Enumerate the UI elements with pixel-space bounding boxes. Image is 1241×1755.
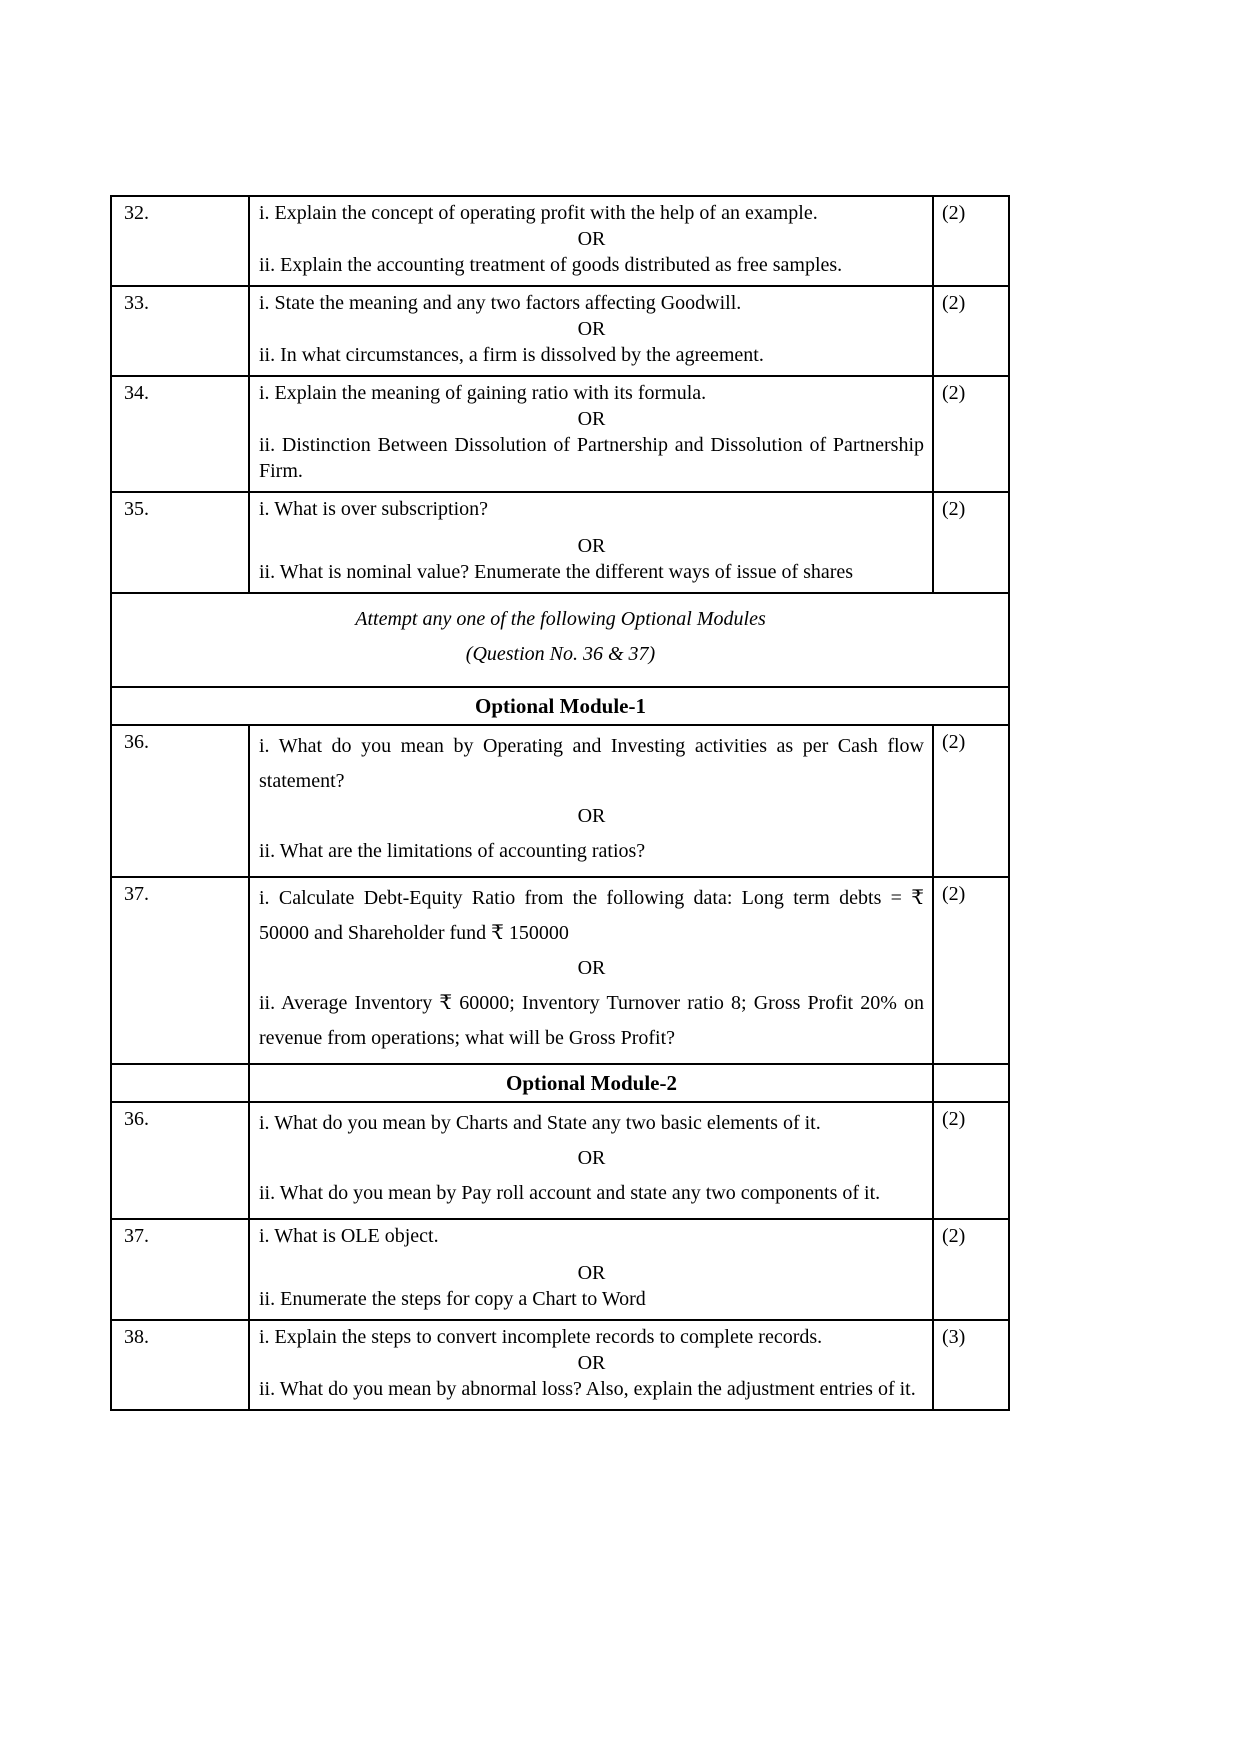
table-row [111, 376, 1009, 492]
or-separator: OR [577, 957, 606, 979]
question-part: ii. What are the limitations of accounting ratios? [259, 840, 646, 862]
or-separator: OR [577, 1147, 606, 1169]
question-number-cell: 35. [111, 492, 249, 593]
or-separator: OR [577, 805, 606, 827]
question-part: ii. Explain the accounting treatment of goods distributed as free samples. [259, 254, 843, 276]
or-separator: OR [577, 228, 606, 250]
exam-questions-table [110, 195, 1010, 1411]
question-part: ii. In what circumstances, a firm is dissolved by the agreement. [259, 344, 764, 366]
question-number-cell: 37. [111, 877, 249, 1064]
or-separator: OR [577, 318, 606, 340]
marks-cell: (2) [933, 725, 1009, 877]
section-header-line: (Question No. 36 & 37) [465, 643, 656, 665]
table-row [111, 1219, 1009, 1320]
table-row [111, 593, 1009, 687]
table-row [111, 286, 1009, 376]
question-number-cell: 36. [111, 725, 249, 877]
table-row [111, 196, 1009, 286]
table-row [111, 1064, 1009, 1102]
question-text-cell [249, 376, 933, 492]
marks-cell: (2) [933, 877, 1009, 1064]
question-text-cell [249, 492, 933, 593]
question-part: i. What do you mean by Charts and State any two basic elements of it. [259, 1112, 821, 1134]
question-number-cell: 32. [111, 196, 249, 286]
marks-cell: (2) [933, 376, 1009, 492]
marks-cell: (2) [933, 286, 1009, 376]
or-separator: OR [577, 408, 606, 430]
question-part: i. What is over subscription? [259, 498, 489, 520]
question-number-cell: 33. [111, 286, 249, 376]
marks-cell: (2) [933, 1102, 1009, 1219]
question-number-cell: 34. [111, 376, 249, 492]
question-part: ii. Distinction Between Dissolution of Partnership and Dissolution of Partnership Firm. [259, 434, 924, 482]
marks-cell: (2) [933, 1219, 1009, 1320]
question-part: i. What is OLE object. [259, 1225, 439, 1247]
exam-table-body [111, 196, 1009, 1410]
or-separator: OR [577, 1352, 606, 1374]
question-part: ii. What do you mean by abnormal loss? Also, explain the adjustment entries of it. [259, 1378, 916, 1400]
question-text-cell [249, 196, 933, 286]
marks-cell: (3) [933, 1320, 1009, 1410]
table-row [111, 687, 1009, 725]
section-header-cell [111, 687, 1009, 725]
question-part: i. State the meaning and any two factors affecting Goodwill. [259, 292, 742, 314]
section-header-cell [111, 593, 1009, 687]
marks-cell: (2) [933, 196, 1009, 286]
or-separator: OR [577, 1262, 606, 1284]
question-part: ii. What is nominal value? Enumerate the different ways of issue of shares [259, 561, 854, 583]
question-number-cell: 36. [111, 1102, 249, 1219]
question-part: i. What do you mean by Operating and Investing activities as per Cash flow statement? [259, 735, 924, 792]
empty-number-cell [111, 1064, 249, 1102]
or-separator: OR [577, 535, 606, 557]
question-text-cell [249, 1102, 933, 1219]
question-number-cell: 38. [111, 1320, 249, 1410]
question-text-cell [249, 1320, 933, 1410]
question-text-cell [249, 725, 933, 877]
table-row [111, 1320, 1009, 1410]
question-part: ii. Enumerate the steps for copy a Chart to Word [259, 1288, 646, 1310]
question-part: i. Calculate Debt-Equity Ratio from the following data: Long term debts = ₹ 50000 and Shareholder fund ₹ 150000 [259, 887, 924, 944]
table-row [111, 1102, 1009, 1219]
marks-cell: (2) [933, 492, 1009, 593]
table-row [111, 877, 1009, 1064]
table-row [111, 492, 1009, 593]
question-part: i. Explain the meaning of gaining ratio with its formula. [259, 382, 707, 404]
question-text-cell [249, 286, 933, 376]
table-row [111, 725, 1009, 877]
question-part: ii. Average Inventory ₹ 60000; Inventory Turnover ratio 8; Gross Profit 20% on revenue from operations; what will be Gross Profit? [259, 992, 924, 1049]
section-header-line: Attempt any one of the following Optional Modules [355, 608, 766, 630]
question-text-cell [249, 877, 933, 1064]
question-part: i. Explain the steps to convert incomplete records to complete records. [259, 1326, 823, 1348]
empty-marks-cell [933, 1064, 1009, 1102]
module-header-cell: Optional Module-2 [249, 1064, 933, 1102]
question-part: ii. What do you mean by Pay roll account and state any two components of it. [259, 1182, 881, 1204]
question-part: i. Explain the concept of operating profit with the help of an example. [259, 202, 818, 224]
section-header-line: Optional Module-1 [475, 694, 646, 718]
question-text-cell [249, 1219, 933, 1320]
question-number-cell: 37. [111, 1219, 249, 1320]
